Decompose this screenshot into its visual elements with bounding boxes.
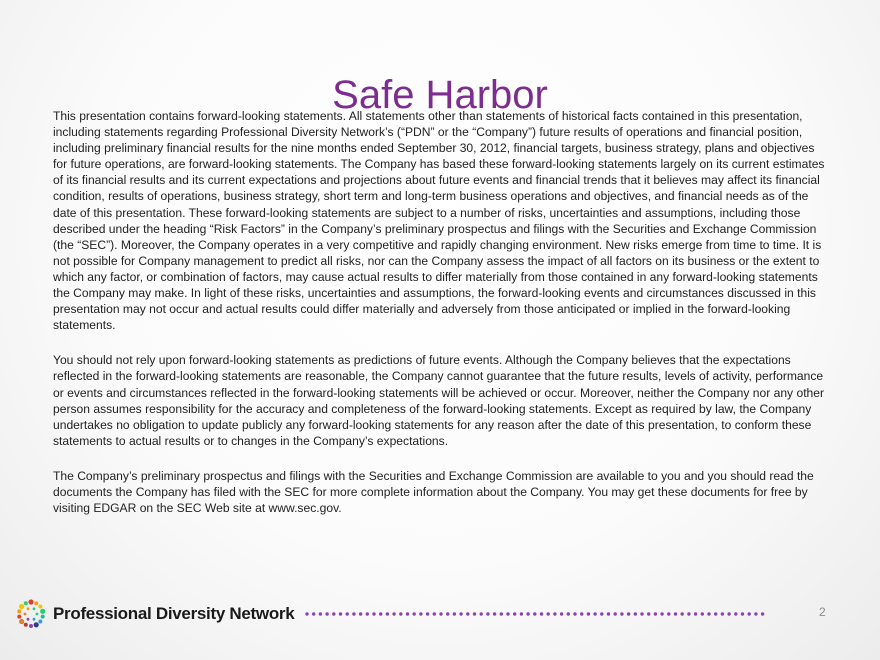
company-logo-text: Professional Diversity Network bbox=[53, 604, 295, 623]
dotted-circle-logo-icon bbox=[15, 598, 47, 630]
paragraph-forward-looking: This presentation contains forward-looking statements. All statements other than statements of historical facts contained in this presentation, including statements regarding Professional Diversity Network’s (“PDN” or the “Company”) future results of operations and financial position, including preliminary financial results for the nine months ended September 30, 2012, financial targets, business strategy, plans and objectives for future operations, are forward-looking statements. The Company has based these forward-looking statements largely on its current estimates of its financial results and its current expectations and projections about future events and financial trends that it believes may affect its financial condition, results of operations, business strategy, short term and long-term business operations and objectives, and financial needs as of the date of this presentation. These forward-looking statements are subject to a number of risks, uncertainties and assumptions, including those described under the heading “Risk Factors” in the Company’s preliminary prospectus and filings with the Securities and Exchange Commission (the “SEC”). Moreover, the Company operates in a very competitive and rapidly changing environment. New risks emerge from time to time. It is not possible for Company management to predict all risks, nor can the Company assess the impact of all factors on its business or the extent to which any factor, or combination of factors, may cause actual results to differ materially from those contained in any forward-looking statements the Company may make. In light of these risks, uncertainties and assumptions, the forward-looking events and circumstances discussed in this presentation may not occur and actual results could differ materially and adversely from those anticipated or implied in the forward-looking statements. bbox=[53, 109, 825, 333]
page-number: 2 bbox=[819, 605, 826, 619]
slide-title: Safe Harbor bbox=[332, 72, 548, 117]
dotted-rule bbox=[304, 608, 770, 620]
paragraph-reliance: You should not rely upon forward-looking statements as predictions of future events. Although the Company believes that the expectations reflected in the forward-looking statements are reasonable, the Company cannot guarantee that the future results, levels of activity, performance or events and circumstances reflected in the forward-looking statements will be achieved or occur. Moreover, neither the Company nor any other person assumes responsibility for the accuracy and completeness of the forward-looking statements. Except as required by law, the Company undertakes no obligation to update publicly any forward-looking statements for any reason after the date of this presentation, to conform these statements to actual results or to changes in the Company’s expectations. bbox=[53, 353, 825, 448]
slide-footer bbox=[0, 596, 880, 636]
paragraph-sec-filings: The Company’s preliminary prospectus and filings with the Securities and Exchange Commission are available to you and you should read the documents the Company has filed with the SEC for more complete information about the Company. You may get these documents for free by visiting EDGAR on the SEC Web site at www.sec.gov. bbox=[53, 468, 814, 516]
disclaimer-body bbox=[53, 108, 829, 535]
